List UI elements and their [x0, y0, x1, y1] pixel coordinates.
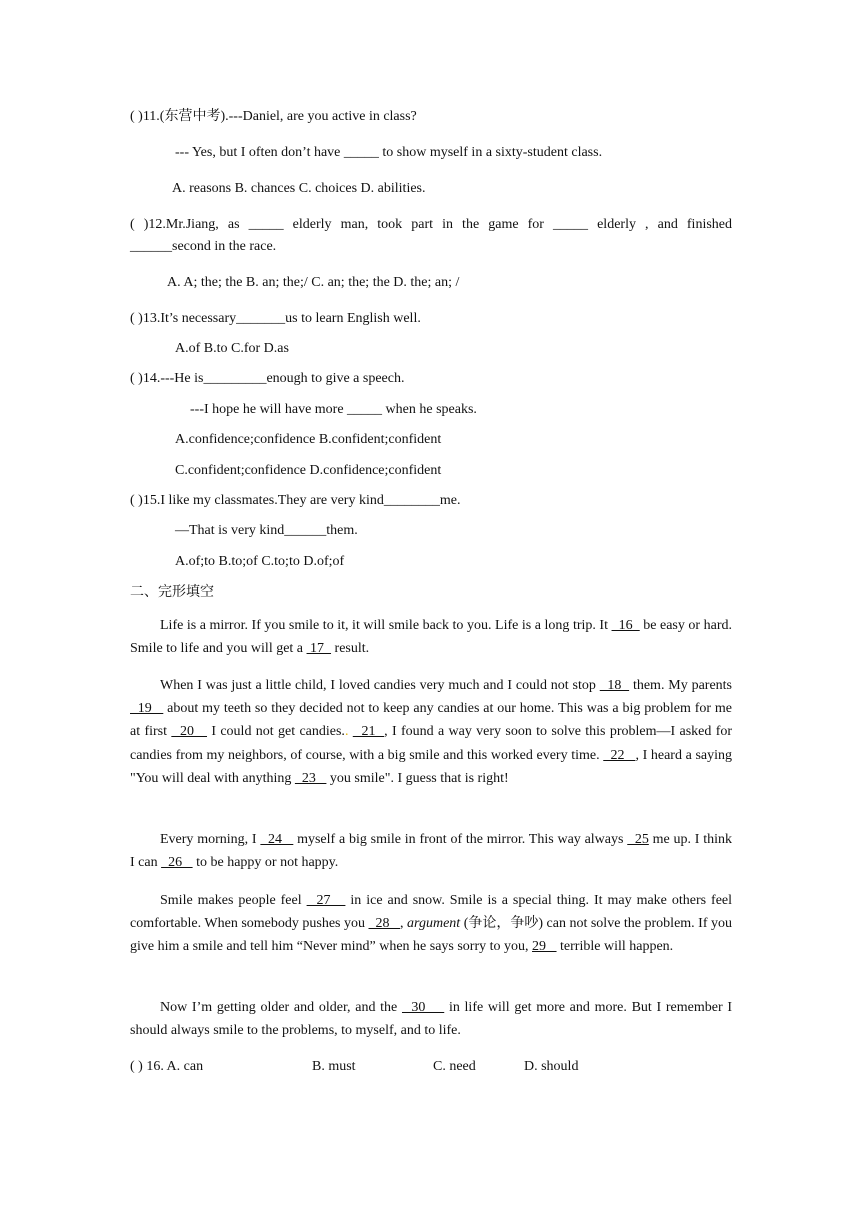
text: be easy or hard. Smile to life and you will get a	[130, 618, 732, 657]
text: Now I’m getting older and older, and the	[160, 1000, 402, 1015]
q13-options: A.of B.to C.for D.as	[175, 341, 289, 356]
q15-stem: ( )15.I like my classmates.They are very kind________me.	[130, 493, 461, 508]
text: to be happy or not happy.	[192, 855, 339, 871]
text: in life will get more and more. But I remember I should always smile to the problems, to myself, and to life.	[130, 1000, 732, 1039]
blank-27: 27	[306, 893, 346, 908]
blank-30: 30	[401, 1000, 445, 1015]
q14-options-2: C.confident;confidence D.confidence;confident	[175, 463, 442, 478]
q11-reply: --- Yes, but I often don’t have _____ to show myself in a sixty-student class.	[175, 145, 603, 160]
blank-22: 22	[603, 747, 636, 763]
passage-paragraph-3	[130, 828, 732, 874]
passage-paragraph-4	[130, 889, 732, 959]
text: about my teeth so they decided not to keep any candies at our home. This was a big problem for me at first	[130, 701, 732, 740]
blank-24: 24	[260, 832, 294, 847]
text: Every morning, I	[160, 832, 261, 847]
q15-reply: —That is very kind______them.	[175, 523, 358, 538]
section-title-cloze: 二、完形填空	[130, 585, 214, 600]
passage-paragraph-1	[130, 614, 732, 660]
blank-18: 18	[599, 678, 630, 693]
q14-reply: ---I hope he will have more _____ when he speaks.	[190, 402, 477, 417]
passage-paragraph-5	[130, 996, 732, 1042]
blank-26: 26	[161, 855, 193, 871]
blank-17: 17	[306, 641, 332, 657]
q14-stem: ( )14.---He is_________enough to give a speech.	[130, 371, 405, 386]
q13-stem: ( )13.It’s necessary_______us to learn English well.	[130, 311, 421, 326]
blank-21: 21	[352, 724, 385, 740]
blank-23: 23	[294, 770, 327, 786]
blank-16: 16	[611, 618, 640, 633]
text: , I found a way very soon to solve this problem—I asked for candies from my neighbors, of course, with a big smile and this worked every time.	[130, 724, 733, 763]
text: When I was just a little child, I loved candies very much and I could not stop	[160, 678, 600, 693]
text: Smile makes people feel	[160, 893, 307, 908]
q16-option-b: B. must	[312, 1059, 356, 1074]
q12-stem: ( )12.Mr.Jiang, as _____ elderly man, took part in the game for _____ elderly , and finished	[130, 217, 732, 232]
text: in ice and snow. Smile is a special thing. It may make others feel comfortable. When somebody pushes you	[130, 893, 733, 932]
passage-paragraph-2	[130, 674, 732, 790]
text: result.	[331, 641, 370, 657]
q15-options: A.of;to B.to;of C.to;to D.of;of	[175, 554, 345, 569]
q16-option-c: C. need	[433, 1059, 476, 1074]
blank-19: 19	[130, 701, 164, 717]
q16-prefix: ( ) 16. A. can	[130, 1059, 204, 1074]
q12-stem-cont: ______second in the race.	[130, 239, 277, 254]
q14-options-1: A.confidence;confidence B.confident;confident	[175, 432, 442, 447]
text: them. My parents	[629, 678, 733, 693]
blank-28: 28	[368, 916, 401, 932]
argument-word: argument	[407, 916, 461, 932]
text: , I heard a saying "You will deal with anything	[130, 747, 732, 786]
text: ,	[400, 916, 408, 932]
text: myself a big smile in front of the mirror. This way always	[293, 832, 628, 847]
q11-options: A. reasons B. chances C. choices D. abilities.	[172, 181, 426, 196]
blank-20: 20	[171, 724, 208, 740]
q12-options: A. A; the; the B. an; the;/ C. an; the; the D. the; an; /	[167, 275, 460, 290]
text: Life is a mirror. If you smile to it, it will smile back to you. Life is a long trip. It	[160, 618, 612, 633]
blank-29: 29	[532, 939, 557, 955]
q11-stem: ( )11.(东营中考).---Daniel, are you active in class?	[130, 109, 417, 124]
q16-option-d: D. should	[524, 1059, 579, 1074]
text: I could not get candies.	[207, 724, 345, 740]
text: (争论，争吵) can not solve the problem. If you give him a smile and tell him “Never mind” when he says sorry to you,	[130, 916, 733, 955]
blank-25: 25	[627, 832, 649, 847]
text: you smile". I guess that is right!	[326, 770, 509, 786]
text: me up. I think I can	[130, 832, 733, 871]
text: terrible will happen.	[556, 939, 674, 955]
yellow-dot-mark: .	[344, 724, 349, 740]
